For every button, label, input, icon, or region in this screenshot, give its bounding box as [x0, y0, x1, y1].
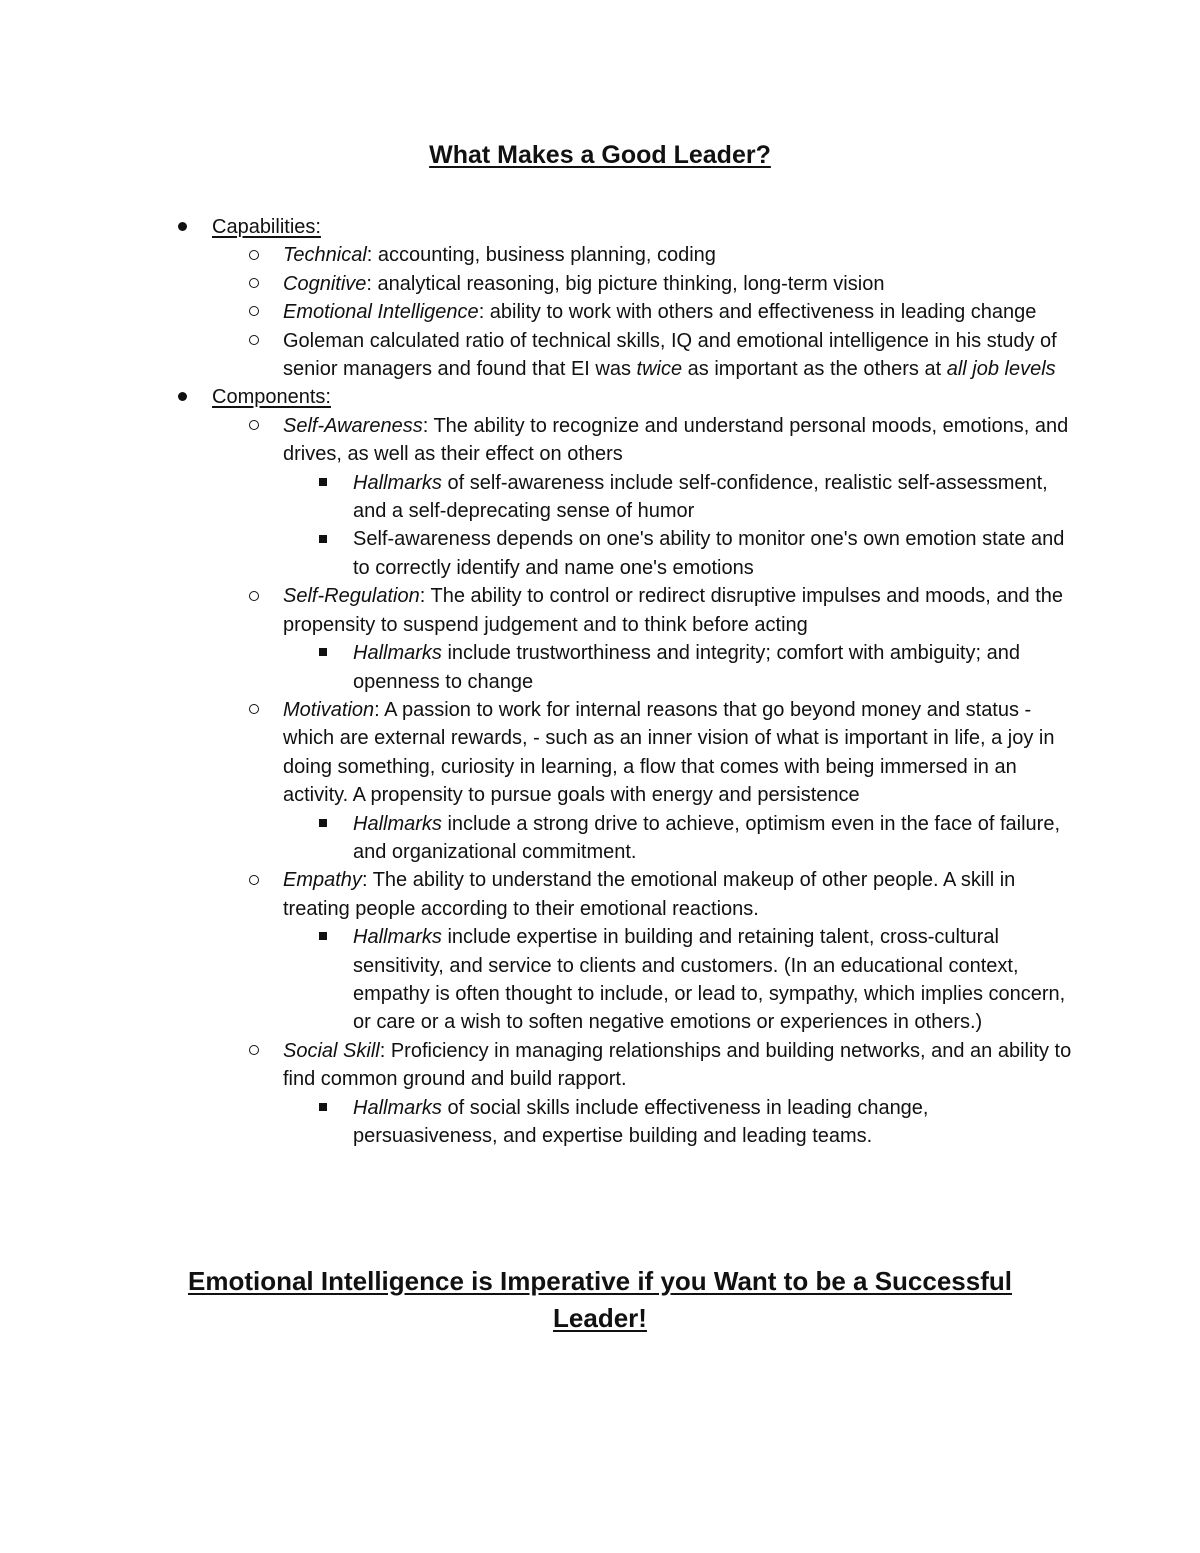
- list-item-empathy: [0, 866, 1200, 923]
- hollow-circle-bullet-icon: [244, 270, 264, 298]
- term-hallmarks: Hallmarks: [353, 926, 442, 949]
- item-text: as important as the others at: [682, 358, 947, 381]
- list-item-motivation: [0, 696, 1200, 810]
- term-motivation: Motivation: [283, 698, 375, 721]
- hollow-circle-bullet-icon: [244, 866, 264, 894]
- term-empathy: Empathy: [283, 869, 362, 892]
- closing-statement: Emotional Intelligence is Imperative if you Want to be a Successful Leader!: [187, 1266, 1012, 1333]
- item-text: : accounting, business planning, coding: [366, 244, 716, 267]
- section-heading-capabilities: Capabilities:: [212, 216, 321, 238]
- section-heading-components: Components:: [212, 386, 331, 409]
- item-text: of social skills include effectiveness in leading change, persuasiveness, and expertise building and leading teams.: [353, 1096, 929, 1147]
- list-item-social-skill: [0, 1037, 1200, 1094]
- term-social-skill: Social Skill: [283, 1039, 380, 1062]
- item-text: include a strong drive to achieve, optimism even in the face of failure, and organizational commitment.: [353, 812, 1061, 863]
- filled-circle-bullet-icon: [172, 383, 192, 411]
- hollow-circle-bullet-icon: [244, 412, 264, 440]
- hollow-circle-bullet-icon: [244, 241, 264, 269]
- item-text: : analytical reasoning, big picture thinking, long-term vision: [366, 272, 885, 295]
- item-text: of self-awareness include self-confidence, realistic self-assessment, and a self-deprecating sense of humor: [353, 471, 1048, 523]
- term-hallmarks: Hallmarks: [353, 642, 442, 665]
- page-title: What Makes a Good Leader?: [429, 141, 771, 169]
- item-text: : A passion to work for internal reasons that go beyond money and status - which are external rewards, - such as an inner vision of what is important in life, a joy in doing something, curiosity in learning, a flow that comes with being immersed in an activity. A propensity to pursue goals with energy and persistence: [283, 698, 1055, 807]
- item-text: : The ability to control or redirect disruptive impulses and moods, and the propensity to suspend judgement and to think before acting: [283, 585, 1064, 636]
- list-item-capabilities: [0, 213, 1200, 241]
- square-bullet-icon: [313, 1094, 333, 1122]
- list-item-components: [0, 383, 1200, 411]
- list-item-goleman: [0, 327, 1200, 384]
- term-technical: Technical: [283, 244, 367, 267]
- term-cognitive: Cognitive: [283, 272, 367, 295]
- square-bullet-icon: [313, 525, 333, 553]
- term-emotional-intelligence: Emotional Intelligence: [283, 301, 479, 324]
- item-text: : Proficiency in managing relationships and building networks, and an ability to find common ground and build rapport.: [283, 1039, 1072, 1091]
- term-self-regulation: Self-Regulation: [283, 585, 420, 608]
- list-item-cognitive: [0, 270, 1200, 298]
- item-text: : ability to work with others and effectiveness in leading change: [478, 301, 1037, 324]
- item-text: : The ability to understand the emotional makeup of other people. A skill in treating people according to their emotional reactions.: [283, 869, 1016, 920]
- filled-circle-bullet-icon: [172, 213, 192, 241]
- item-text: include expertise in building and retaining talent, cross-cultural sensitivity, and service to clients and customers. (In an educational context, empathy is often thought to include, or lead to, sympathy, which implies concern, or care or a wish to soften negative emotions or experiences in others.): [353, 926, 1066, 1034]
- hollow-circle-bullet-icon: [244, 582, 264, 610]
- hollow-circle-bullet-icon: [244, 327, 264, 355]
- sub-item-motivation-hallmarks: [0, 810, 1200, 867]
- item-text: Goleman calculated ratio of technical skills, IQ and emotional intelligence in his study of senior managers and found that EI was: [283, 329, 1057, 381]
- item-text: Self-awareness depends on one's ability to monitor one's own emotion state and to correctly identify and name one's emotions: [353, 528, 1065, 579]
- list-item-self-awareness: [0, 412, 1200, 469]
- hollow-circle-bullet-icon: [244, 1037, 264, 1065]
- sub-item-self-awareness-monitor: [0, 525, 1200, 582]
- term-self-awareness: Self-Awareness: [283, 414, 423, 437]
- emphasis-all-job-levels: all job levels: [946, 358, 1056, 381]
- sub-item-self-regulation-hallmarks: [0, 639, 1200, 696]
- list-item-self-regulation: [0, 582, 1200, 639]
- square-bullet-icon: [313, 639, 333, 667]
- sub-item-self-awareness-hallmarks: [0, 469, 1200, 526]
- list-item-technical: [0, 241, 1200, 269]
- item-text: : The ability to recognize and understand personal moods, emotions, and drives, as well as their effect on others: [283, 414, 1069, 466]
- hollow-circle-bullet-icon: [244, 298, 264, 326]
- item-text: include trustworthiness and integrity; comfort with ambiguity; and openness to change: [353, 642, 1020, 693]
- list-item-emotional-intelligence: [0, 298, 1200, 326]
- emphasis-twice: twice: [636, 358, 683, 381]
- sub-item-social-skill-hallmarks: [0, 1094, 1200, 1151]
- outline-list: [0, 213, 1200, 1150]
- term-hallmarks: Hallmarks: [353, 471, 442, 494]
- term-hallmarks: Hallmarks: [353, 812, 442, 835]
- square-bullet-icon: [313, 469, 333, 497]
- term-hallmarks: Hallmarks: [353, 1096, 442, 1119]
- sub-item-empathy-hallmarks: [0, 923, 1200, 1037]
- square-bullet-icon: [313, 923, 333, 951]
- square-bullet-icon: [313, 810, 333, 838]
- hollow-circle-bullet-icon: [244, 696, 264, 724]
